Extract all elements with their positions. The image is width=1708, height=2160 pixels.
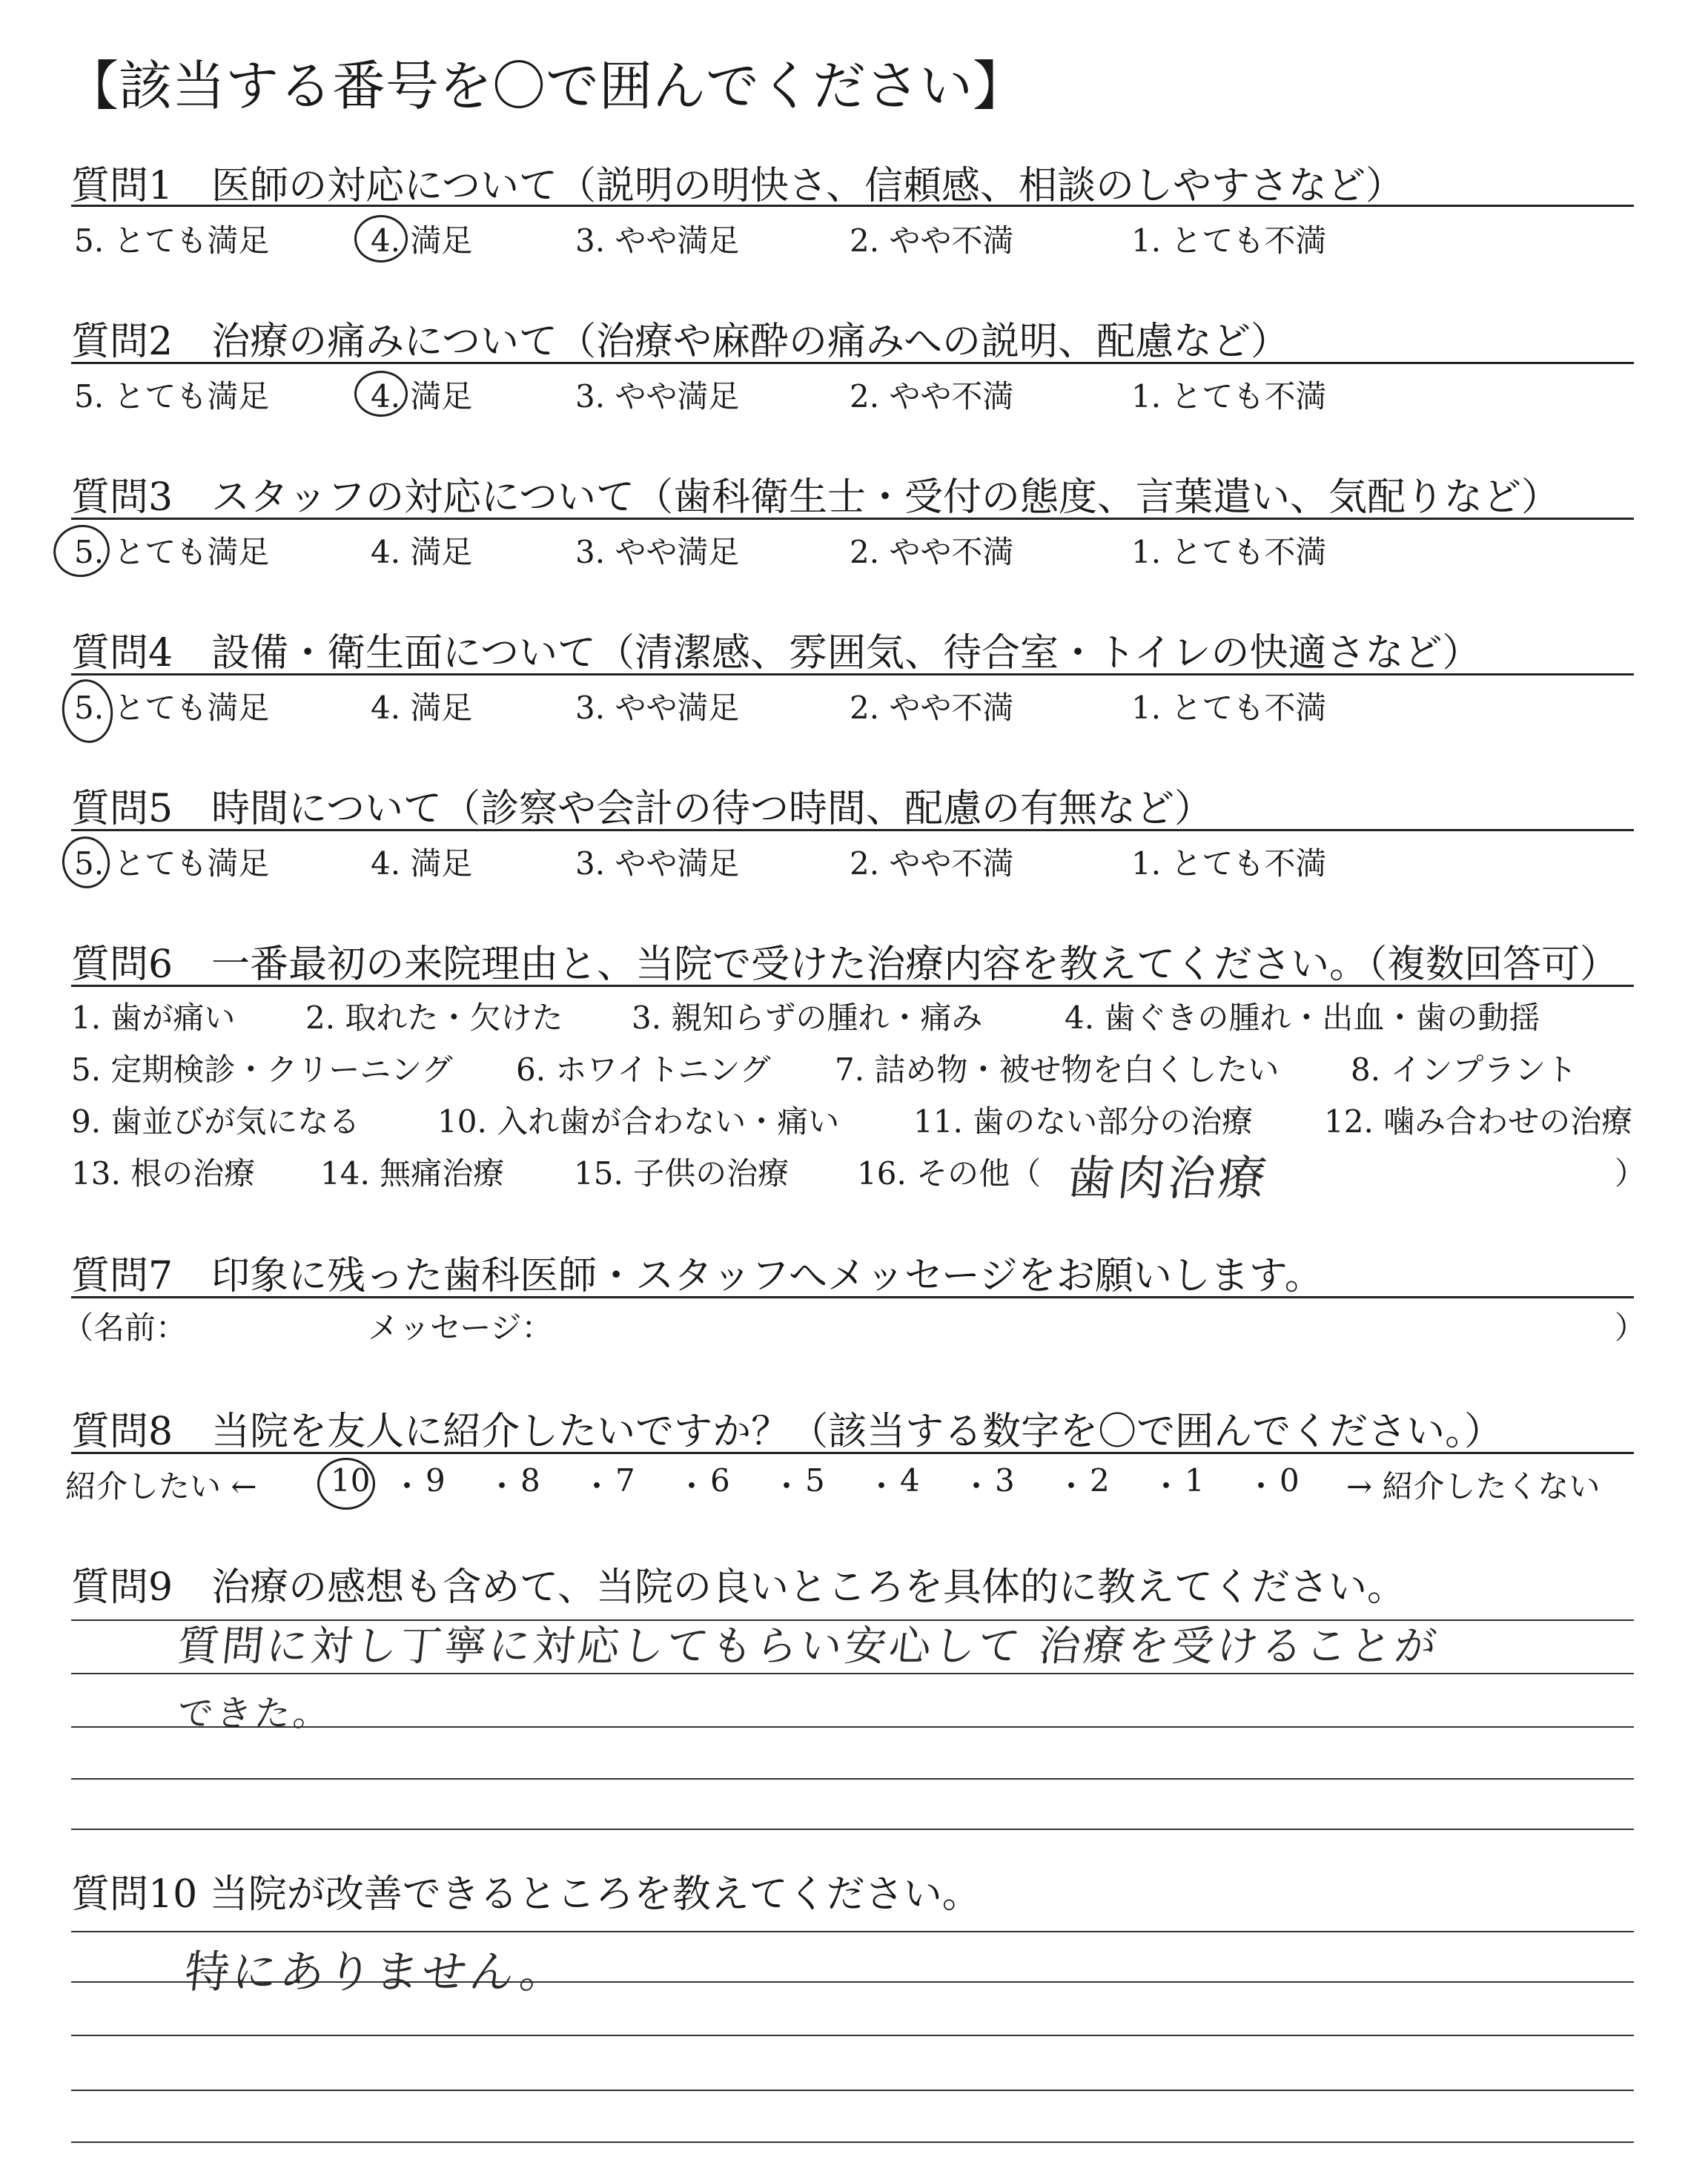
q1-option-2[interactable]: 2. やや不満 [850,222,1014,259]
q8-separator-dot: ・ [961,1468,993,1505]
q2-rule [71,362,1634,364]
q7-rule [71,1296,1634,1298]
q6-option-4[interactable]: 4. 歯ぐきの腫れ・出血・歯の動揺 [1065,1000,1540,1036]
q9-write-line-2 [71,1673,1634,1674]
q6-option-8[interactable]: 8. インプラント [1351,1051,1578,1088]
q8-left-label: 紹介したい ← [65,1468,257,1505]
q7-close-paren: ） [1615,1309,1646,1346]
q8-number-0[interactable]: 0 [1280,1462,1300,1499]
q8-number-8[interactable]: 8 [520,1462,540,1499]
q2-heading: 質問2 治療の痛みについて（治療や麻酔の痛みへの説明、配慮など） [71,320,1290,364]
q8-separator-dot: ・ [771,1468,803,1505]
q3-option-5[interactable]: 5. とても満足 [74,534,270,570]
q2-selection-circle [354,371,408,417]
q4-rule [71,673,1634,676]
q8-number-4[interactable]: 4 [900,1462,920,1499]
q6-option-2[interactable]: 2. 取れた・欠けた [305,1000,563,1036]
q9-handwritten-answer-line-2: できた。 [175,1693,334,1734]
q6-other-handwritten-answer: 歯肉治療 [1064,1152,1272,1206]
q6-other-close-paren: ） [1615,1155,1646,1192]
q9-handwritten-answer-line-1: 質問に対し丁寧に対応してもらい安心して 治療を受けることが [175,1622,1442,1671]
q5-rule [71,829,1634,831]
q3-option-4[interactable]: 4. 満足 [371,534,473,570]
q6-option-5[interactable]: 5. 定期検診・クリーニング [71,1051,453,1088]
q6-option-3[interactable]: 3. 親知らずの腫れ・痛み [632,1000,983,1036]
q8-selection-circle [317,1458,375,1510]
q4-heading: 質問4 設備・衛生面について（清潔感、雰囲気、待合室・トイレの快適さなど） [71,631,1481,676]
q2-option-3[interactable]: 3. やや満足 [575,378,740,415]
q8-rule [71,1452,1634,1454]
q4-option-3[interactable]: 3. やや満足 [575,690,740,726]
q4-option-1[interactable]: 1. とても不満 [1131,690,1327,726]
q3-option-3[interactable]: 3. やや満足 [575,534,740,570]
q2-option-1[interactable]: 1. とても不満 [1131,378,1327,415]
q6-option-7[interactable]: 7. 詰め物・被せ物を白くしたい [835,1051,1280,1088]
q10-write-line-1 [71,1931,1634,1932]
q8-number-5[interactable]: 5 [805,1462,825,1499]
q7-name-label: （名前： [62,1309,188,1346]
q10-write-line-5 [71,2141,1634,2143]
q9-write-line-4 [71,1778,1634,1780]
q6-option-9[interactable]: 9. 歯並びが気になる [71,1103,360,1140]
q3-rule [71,518,1634,520]
q6-option-13[interactable]: 13. 根の治療 [71,1155,256,1192]
q8-number-9[interactable]: 9 [426,1462,446,1499]
q8-separator-dot: ・ [581,1468,613,1505]
q1-option-4[interactable]: 4. 満足 [371,222,473,259]
q2-option-2[interactable]: 2. やや不満 [850,378,1014,415]
q1-heading: 質問1 医師の対応について（説明の明快さ、信頼感、相談のしやすさなど） [71,164,1404,208]
q10-write-line-4 [71,2090,1634,2091]
q8-number-3[interactable]: 3 [995,1462,1015,1499]
q8-heading: 質問8 当院を友人に紹介したいですか？（該当する数字を〇で囲んでください。） [71,1410,1503,1454]
q6-rule [71,985,1634,987]
q1-option-5[interactable]: 5. とても満足 [74,222,270,259]
q10-write-line-3 [71,2035,1634,2036]
q5-option-1[interactable]: 1. とても不満 [1131,845,1327,882]
q5-option-4[interactable]: 4. 満足 [371,845,473,882]
q8-separator-dot: ・ [1056,1468,1088,1505]
q6-option-15[interactable]: 15. 子供の治療 [574,1155,790,1192]
q8-separator-dot: ・ [866,1468,898,1505]
q5-option-3[interactable]: 3. やや満足 [575,845,740,882]
q8-number-6[interactable]: 6 [710,1462,730,1499]
q3-option-2[interactable]: 2. やや不満 [850,534,1014,570]
q5-heading: 質問5 時間について（診察や会計の待つ時間、配慮の有無など） [71,787,1214,831]
q8-number-2[interactable]: 2 [1090,1462,1110,1499]
q1-selection-circle [354,215,408,262]
q4-option-4[interactable]: 4. 満足 [371,690,473,726]
q5-option-5[interactable]: 5. とても満足 [74,845,270,882]
q1-option-1[interactable]: 1. とても不満 [1131,222,1327,259]
q1-option-3[interactable]: 3. やや満足 [575,222,740,259]
q8-separator-dot: ・ [391,1468,423,1505]
q6-option-6[interactable]: 6. ホワイトニング [516,1051,771,1088]
q3-option-1[interactable]: 1. とても不満 [1131,534,1327,570]
q8-number-10[interactable]: 10 [331,1462,371,1499]
q6-heading: 質問6 一番最初の来院理由と、当院で受けた治療内容を教えてください。（複数回答可） [71,942,1619,987]
q10-handwritten-answer: 特にありません。 [182,1946,570,1998]
q9-write-line-5 [71,1829,1634,1830]
q6-option-11[interactable]: 11. 歯のない部分の治療 [913,1103,1254,1140]
q6-option-1[interactable]: 1. 歯が痛い [71,1000,236,1036]
q7-heading: 質問7 印象に残った歯科医師・スタッフへメッセージをお願いします。 [71,1254,1323,1298]
q8-separator-dot: ・ [1245,1468,1277,1505]
q8-separator-dot: ・ [676,1468,708,1505]
form-title: 【該当する番号を〇で囲んでください】 [65,55,1027,117]
q4-option-5[interactable]: 5. とても満足 [74,690,270,726]
q7-message-label: メッセージ： [368,1309,553,1346]
q2-option-4[interactable]: 4. 満足 [371,378,473,415]
q8-number-7[interactable]: 7 [615,1462,635,1499]
q8-separator-dot: ・ [1151,1468,1182,1505]
q4-option-2[interactable]: 2. やや不満 [850,690,1014,726]
q5-option-2[interactable]: 2. やや不満 [850,845,1014,882]
q3-heading: 質問3 スタッフの対応について（歯科衛生士・受付の態度、言葉遣い、気配りなど） [71,475,1560,520]
q8-number-1[interactable]: 1 [1185,1462,1205,1499]
q9-heading: 質問9 治療の感想も含めて、当院の良いところを具体的に教えてください。 [71,1565,1406,1610]
q8-right-label: → 紹介したくない [1346,1468,1601,1505]
q6-option-16[interactable]: 16. その他（ [857,1155,1042,1192]
q2-option-5[interactable]: 5. とても満足 [74,378,270,415]
q8-separator-dot: ・ [486,1468,518,1505]
q6-option-10[interactable]: 10. 入れ歯が合わない・痛い [437,1103,840,1140]
q1-rule [71,205,1634,207]
q10-heading: 質問10 当院が改善できるところを教えてください。 [71,1872,981,1917]
q6-option-14[interactable]: 14. 無痛治療 [320,1155,505,1192]
q6-option-12[interactable]: 12. 噛み合わせの治療 [1324,1103,1633,1140]
